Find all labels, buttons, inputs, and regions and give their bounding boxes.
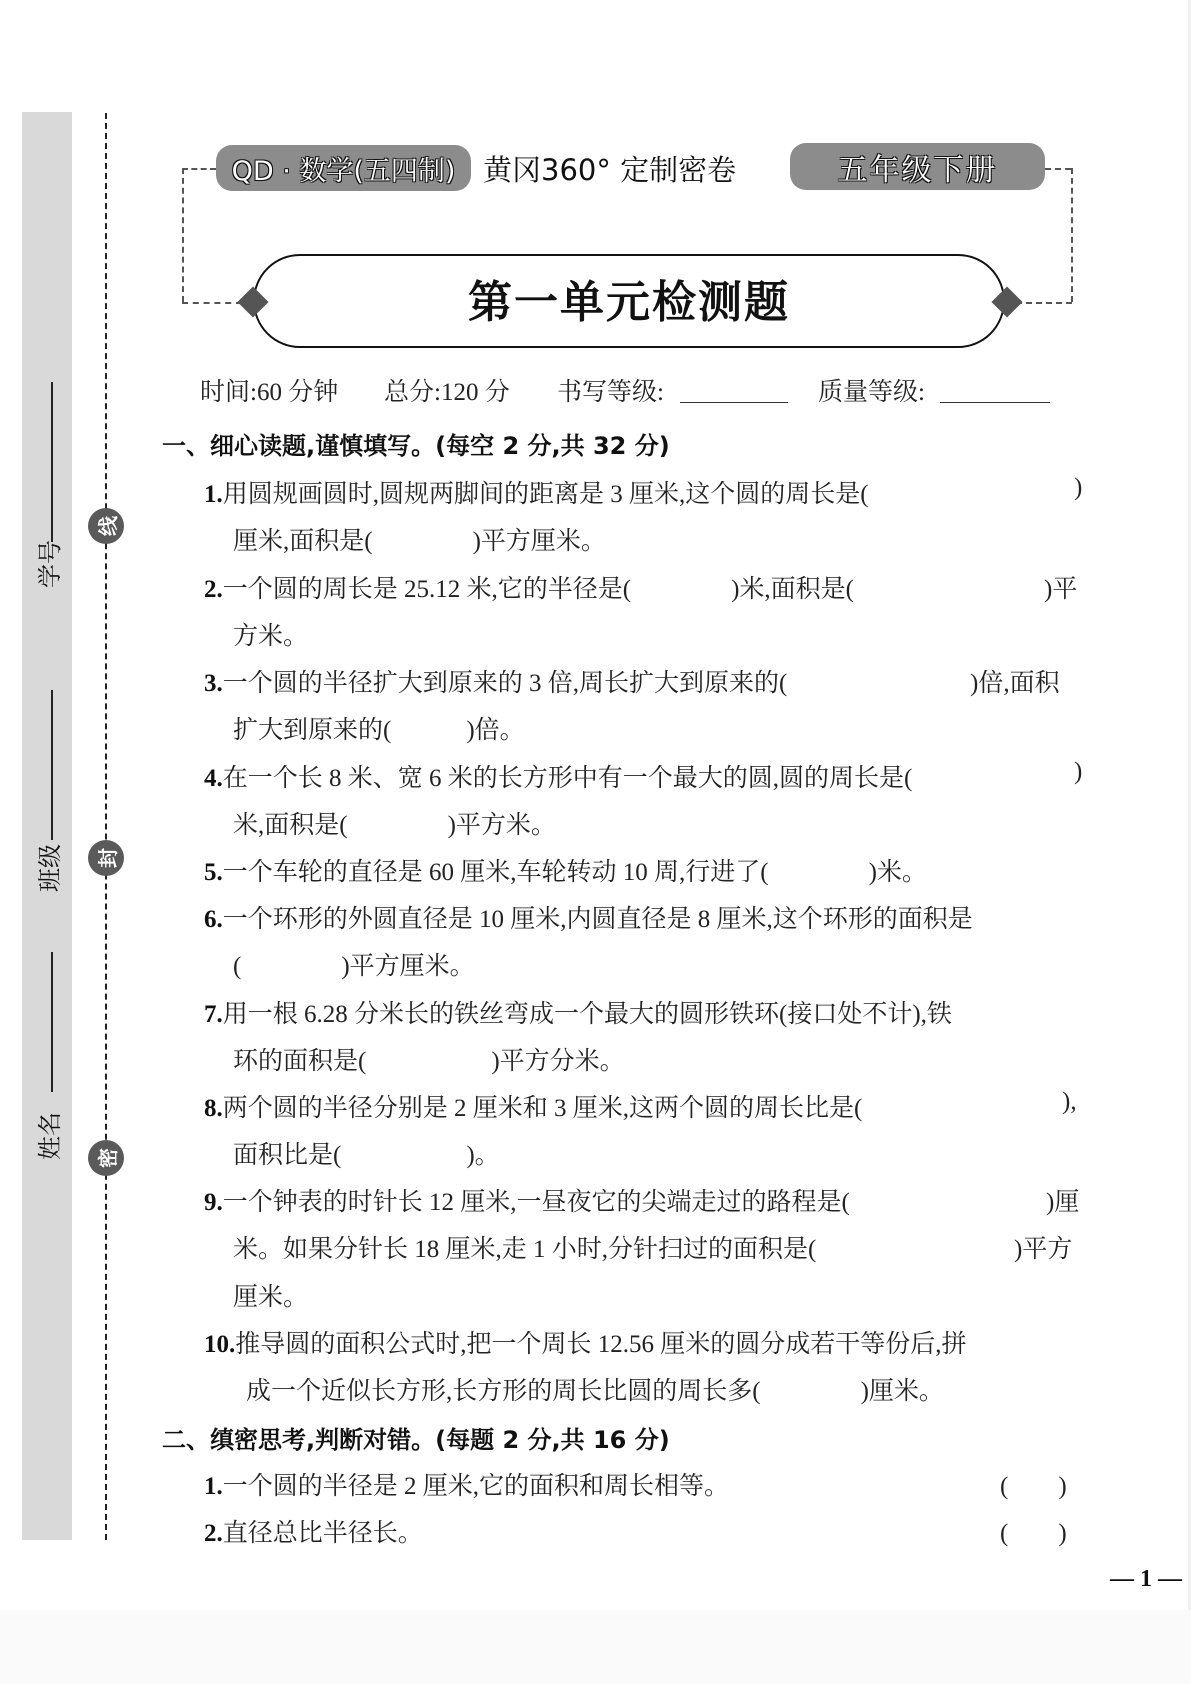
question-line xyxy=(204,663,787,699)
name-blank xyxy=(51,952,53,1092)
section-title: 一、细心读题,谨慎填写。(每空 2 分,共 32 分) xyxy=(162,432,670,460)
question-text: 在一个长 8 米、宽 6 米的长方形中有一个最大的圆,圆的周长是( xyxy=(222,765,913,792)
question-number: 1. xyxy=(204,1473,223,1500)
question-number: 2. xyxy=(204,1520,223,1547)
question-number: 9. xyxy=(204,1189,223,1216)
question-line xyxy=(204,1324,967,1360)
section-title: 二、缜密思考,判断对错。(每题 2 分,共 16 分) xyxy=(162,1426,670,1454)
question-text: 一个圆的周长是 25.12 米,它的半径是( )米,面积是( xyxy=(222,576,854,603)
question-text: 一个环形的外圆直径是 10 厘米,内圆直径是 8 厘米,这个环形的面积是 xyxy=(222,906,973,933)
question-line xyxy=(204,1182,850,1218)
class-label: 班级 xyxy=(36,844,64,892)
binding-strip xyxy=(22,112,72,1540)
question-text: 米。如果分针长 18 厘米,走 1 小时,分针扫过的面积是( xyxy=(233,1236,817,1263)
time-info: 时间:60 分钟 xyxy=(200,379,339,406)
question-line xyxy=(204,994,952,1030)
subject-badge: QD · 数学(五四制) xyxy=(216,145,471,191)
question-line: 扩大到原来的( )倍。 xyxy=(233,717,525,744)
question-number: 2. xyxy=(204,576,223,603)
quality-grade-label: 质量等级: xyxy=(818,379,925,406)
question-number: 7. xyxy=(204,1001,223,1028)
question-text: 一个钟表的时针长 12 厘米,一昼夜它的尖端走过的路程是( xyxy=(222,1189,850,1216)
question-line: 方米。 xyxy=(233,623,309,650)
name-label: 姓名 xyxy=(36,1112,64,1160)
student-id-blank xyxy=(51,382,53,542)
class-blank xyxy=(51,690,53,840)
judge-answer-box[interactable]: ( ) xyxy=(1000,1473,1067,1500)
question-number: 6. xyxy=(204,906,223,933)
question-line: 厘米。 xyxy=(233,1284,309,1311)
question-line: 环的面积是( )平方分米。 xyxy=(233,1048,625,1075)
question-text: 一个圆的半径扩大到原来的 3 倍,周长扩大到原来的( xyxy=(222,670,788,697)
total-score-info: 总分:120 分 xyxy=(384,379,510,406)
question-text: 一个车轮的直径是 60 厘米,车轮转动 10 周,行进了( )米。 xyxy=(222,859,927,886)
question-text: 用圆规画圆时,圆规两脚间的距离是 3 厘米,这个圆的周长是( xyxy=(222,481,869,508)
header-dash xyxy=(182,168,184,302)
question-line xyxy=(233,1229,816,1265)
header-dash xyxy=(1045,168,1071,170)
answer-paren: )平 xyxy=(1044,576,1078,603)
writing-grade-field[interactable] xyxy=(680,402,788,403)
answer-paren: )厘 xyxy=(1046,1189,1080,1216)
question-line: 米,面积是( )平方米。 xyxy=(233,812,556,839)
question-text: 用一根 6.28 分米长的铁丝弯成一个最大的圆形铁环(接口处不计),铁 xyxy=(222,1001,952,1028)
answer-paren: ) xyxy=(1074,474,1083,501)
header-dash xyxy=(182,302,242,304)
answer-paren: )倍,面积 xyxy=(970,670,1060,697)
question-line: 面积比是( )。 xyxy=(233,1142,500,1169)
question-line: 成一个近似长方形,长方形的周长比圆的周长多( )厘米。 xyxy=(246,1378,944,1405)
answer-paren: ) xyxy=(1074,758,1083,785)
seal-mark-seal: 封 xyxy=(88,840,124,876)
page-number: — 1 — xyxy=(1110,1566,1182,1592)
question-text: 两个圆的半径分别是 2 厘米和 3 厘米,这两个圆的周长比是( xyxy=(222,1095,863,1122)
judge-answer-box[interactable]: ( ) xyxy=(1000,1520,1067,1547)
page-title: 第一单元检测题 xyxy=(468,277,790,328)
answer-paren: )平方 xyxy=(1014,1236,1073,1263)
grade-badge: 五年级下册 xyxy=(790,143,1045,190)
question-line xyxy=(204,852,927,888)
question-text: 直径总比半径长。 xyxy=(222,1520,423,1547)
question-line xyxy=(204,1466,729,1502)
cut-line xyxy=(105,113,107,1540)
seal-mark-line: 线 xyxy=(88,508,124,544)
header-dash xyxy=(1071,168,1073,302)
question-number: 5. xyxy=(204,859,223,886)
question-line xyxy=(204,569,854,605)
question-line xyxy=(204,474,869,510)
question-line: ( )平方厘米。 xyxy=(233,953,475,980)
question-line: 厘米,面积是( )平方厘米。 xyxy=(233,528,606,555)
question-number: 8. xyxy=(204,1095,223,1122)
quality-grade-field[interactable] xyxy=(940,402,1050,403)
question-line xyxy=(204,1088,862,1124)
student-id-label: 学号 xyxy=(36,540,64,588)
header-dash xyxy=(182,168,216,170)
question-number: 10. xyxy=(204,1331,236,1358)
question-number: 4. xyxy=(204,765,223,792)
question-line xyxy=(204,1513,423,1549)
header-dash xyxy=(1016,302,1072,304)
question-text: 一个圆的半径是 2 厘米,它的面积和周长相等。 xyxy=(222,1473,730,1500)
question-number: 3. xyxy=(204,670,223,697)
brand-text: 黄冈360° 定制密卷 xyxy=(483,153,737,187)
question-text: 推导圆的面积公式时,把一个周长 12.56 厘米的圆分成若干等份后,拼 xyxy=(235,1331,967,1358)
page-bottom-margin xyxy=(0,1610,1191,1684)
question-number: 1. xyxy=(204,481,223,508)
writing-grade-label: 书写等级: xyxy=(557,379,664,406)
answer-paren: ), xyxy=(1062,1088,1077,1115)
question-line xyxy=(204,899,973,935)
question-line xyxy=(204,758,912,794)
seal-mark-secret: 密 xyxy=(88,1140,124,1176)
